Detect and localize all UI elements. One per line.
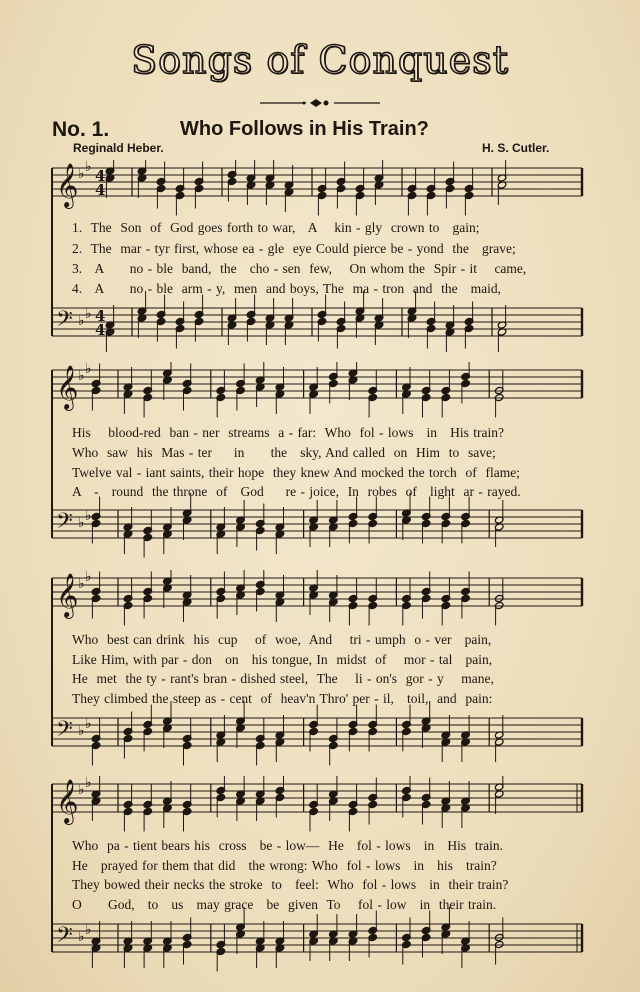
treble-clef-icon: 𝄞 — [56, 779, 79, 823]
lyric-line: A - round the throne of God re - joice, In robes of light ar - rayed. — [72, 484, 521, 499]
lyric-line: He met the ty - rant's bran - dished steel, The li - on's gor - y mane, — [72, 671, 494, 686]
flat-sign-icon: ♭ — [85, 160, 92, 175]
bass-clef-icon: 𝄢 — [56, 509, 73, 539]
time-signature: 4 — [95, 307, 106, 325]
lyric-line: Who pa - tient bears his cross be - low— He fol - lows in His train. — [72, 838, 504, 853]
lyric-line: Who saw his Mas - ter in the sky, And called on Him to save; — [72, 445, 496, 460]
lyric-line: 3. A no - ble band, the cho - sen few, On whom the Spir - it came, — [72, 261, 527, 276]
composer-credit: H. S. Cutler. — [482, 141, 550, 155]
lyric-line: O God, to us may grace be given To fol - low in their train. — [72, 897, 497, 912]
bass-clef-icon: 𝄢 — [56, 923, 73, 953]
flat-sign-icon: ♭ — [78, 723, 85, 739]
flat-sign-icon: ♭ — [85, 570, 92, 585]
music-system-4 — [0, 776, 640, 976]
flat-sign-icon: ♭ — [78, 929, 85, 945]
bass-clef-icon: 𝄢 — [56, 307, 73, 337]
flat-sign-icon: ♭ — [85, 362, 92, 377]
flat-sign-icon: ♭ — [85, 776, 92, 791]
flat-sign-icon: ♭ — [85, 306, 92, 322]
lyric-line: 4. A no - ble arm - y, men and boys, The ma - tron and the maid, — [72, 281, 502, 296]
flat-sign-icon: ♭ — [85, 922, 92, 938]
lyric-line: His blood-red ban - ner streams a - far: Who fol - lows in His train? — [72, 425, 505, 440]
time-signature: 4 — [95, 181, 106, 199]
lyric-line: 2. The mar - tyr first, whose ea - gle eye Could pierce be - yond the grave; — [72, 241, 516, 256]
lyric-line: They climbed the steep as - cent of heav'n Thro' per - il, toil, and pain: — [72, 691, 493, 706]
title-ornament — [258, 96, 382, 110]
book-title: Songs of Conquest — [131, 38, 509, 82]
lyric-line: 1. The Son of God goes forth to war, A kin - gly crown to gain; — [72, 220, 480, 235]
lyric-line: They bowed their necks the stroke to feel: Who fol - lows in their train? — [72, 877, 509, 892]
time-signature: 4 — [95, 321, 106, 339]
time-signature: 4 — [95, 167, 106, 185]
treble-clef-icon: 𝄞 — [56, 163, 79, 207]
flat-sign-icon: ♭ — [85, 716, 92, 732]
flat-sign-icon: ♭ — [78, 576, 85, 592]
lyricist-credit: Reginald Heber. — [73, 141, 164, 155]
lyric-line: He prayed for them that did the wrong: Who fol - lows in his train? — [72, 858, 497, 873]
flat-sign-icon: ♭ — [78, 782, 85, 798]
hymn-number: No. 1. — [52, 118, 110, 141]
treble-clef-icon: 𝄞 — [56, 573, 79, 617]
music-system-1 — [0, 160, 640, 360]
lyric-line: Who best can drink his cup of woe, And tri - umph o - ver pain, — [72, 632, 492, 647]
bass-clef-icon: 𝄢 — [56, 717, 73, 747]
lyric-line: Twelve val - iant saints, their hope they knew And mocked the torch of flame; — [72, 465, 520, 480]
hymn-title: Who Follows in His Train? — [180, 118, 429, 140]
lyric-line: Like Him, with par - don on his tongue, In midst of mor - tal pain, — [72, 652, 493, 667]
treble-clef-icon: 𝄞 — [56, 365, 79, 409]
flat-sign-icon: ♭ — [85, 508, 92, 524]
flat-sign-icon: ♭ — [78, 166, 85, 182]
music-system-2 — [0, 362, 640, 562]
flat-sign-icon: ♭ — [78, 368, 85, 384]
flat-sign-icon: ♭ — [78, 515, 85, 531]
music-system-3 — [0, 570, 640, 770]
flat-sign-icon: ♭ — [78, 313, 85, 329]
